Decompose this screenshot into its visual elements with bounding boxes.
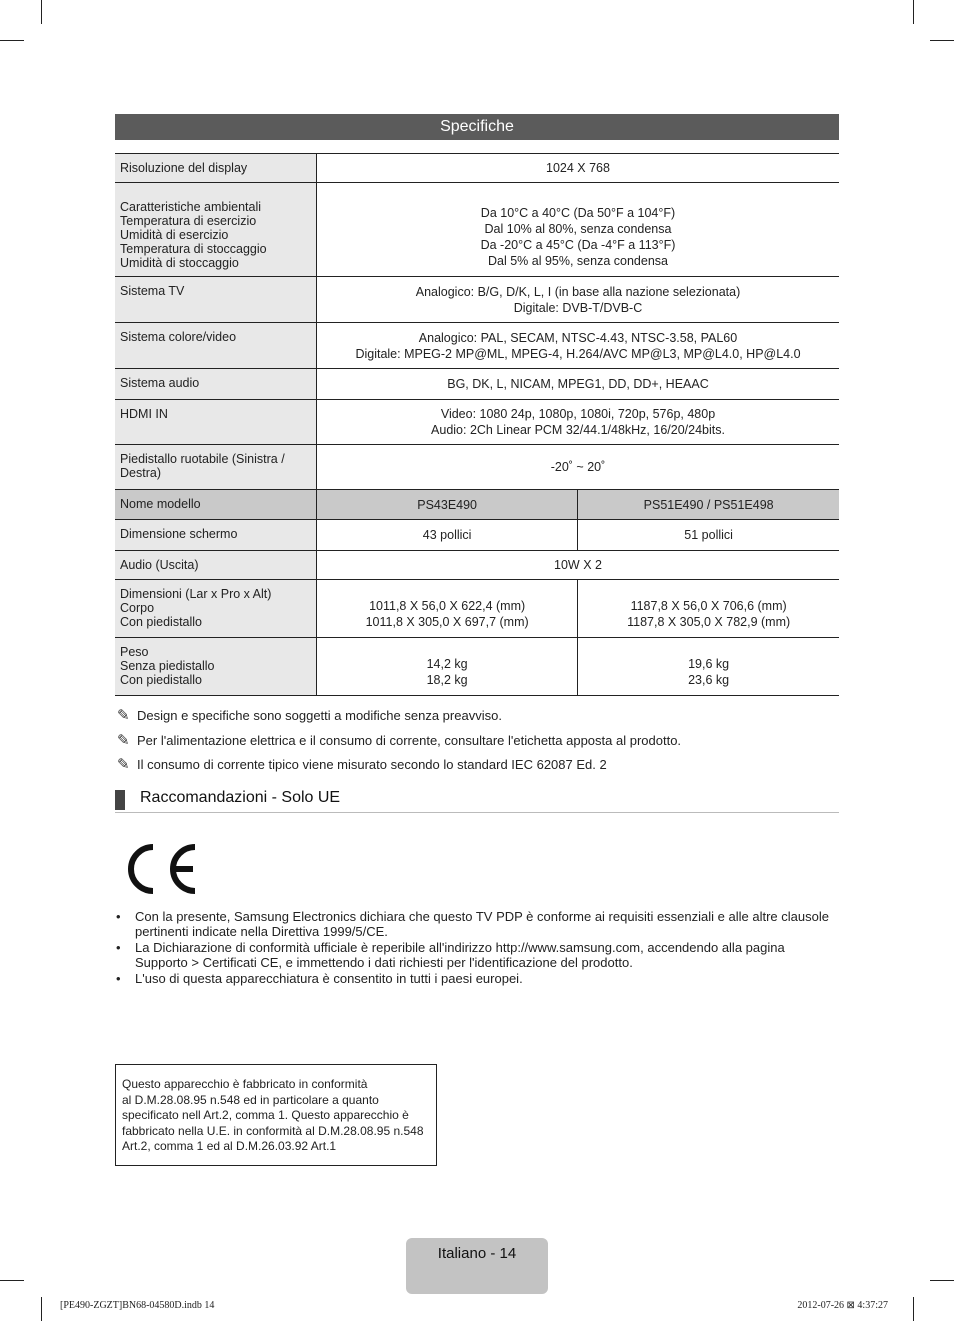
tv-system-digital: Digitale: DVB-T/DVB-C <box>513 300 643 315</box>
spec-value <box>317 277 840 323</box>
spec-row-tv-system <box>115 277 839 323</box>
spec-label: HDMI IN <box>115 400 317 445</box>
spec-label: Risoluzione del display <box>115 154 317 183</box>
weight-label-1: Senza piedistallo <box>120 659 215 673</box>
spec-label <box>115 638 317 696</box>
recommendations-heading <box>115 788 839 813</box>
dim-label-2: Con piedistallo <box>120 615 202 629</box>
crop-mark <box>930 1280 954 1281</box>
note-text: Per l'alimentazione elettrica e il consumo di corrente, consultare l'etichetta apposta al prodotto. <box>137 732 682 748</box>
spec-label: Sistema colore/video <box>115 323 317 369</box>
conformity-line: specificato nell Art.2, comma 1. Questo apparecchio è <box>122 1108 409 1122</box>
note-item <box>117 704 681 729</box>
weight-b-no-stand: 19,6 kg <box>688 656 730 671</box>
dim-b-body: 1187,8 X 56,0 X 706,6 (mm) <box>630 598 787 613</box>
conformity-line: Art.2, comma 1 ed al D.M.26.03.92 Art.1 <box>122 1139 337 1153</box>
recommendations-title: Raccomandazioni - Solo UE <box>140 789 341 806</box>
crop-mark <box>41 0 42 24</box>
weight-a <box>317 638 578 696</box>
spec-value: BG, DK, L, NICAM, MPEG1, DD, DD+, HEAAC <box>317 369 840 400</box>
dim-b-stand: 1187,8 X 305,0 X 782,9 (mm) <box>627 614 791 629</box>
crop-mark <box>930 40 954 41</box>
spec-row-color-video <box>115 323 839 369</box>
color-video-digital: Digitale: MPEG-2 MP@ML, MPEG-4, H.264/AVC MP@L3, MP@L4.0, HP@L4.0 <box>355 346 801 361</box>
dimensions-a <box>317 580 578 638</box>
spec-label: Sistema TV <box>115 277 317 323</box>
spec-value <box>317 323 840 369</box>
hdmi-audio: Audio: 2Ch Linear PCM 32/44.1/48kHz, 16/20/24bits. <box>431 423 725 437</box>
env-label-0: Caratteristiche ambientali <box>120 200 262 214</box>
env-value-1: Dal 10% al 80%, senza condensa <box>484 221 672 236</box>
list-item: • Con la presente, Samsung Electronics dichiara che questo TV PDP è conforme ai requisiti essenziali e alle altre clausole pertinenti indicate nella Direttiva 1999/5/CE. <box>115 909 839 939</box>
spec-row-audio-system <box>115 369 839 400</box>
conformity-box <box>115 1064 437 1166</box>
list-item: • L'uso di questa apparecchiatura è consentito in tutti i paesi europei. <box>115 971 839 986</box>
spec-label: Nome modello <box>115 490 317 520</box>
spec-label: Dimensione schermo <box>115 520 317 551</box>
env-label-3: Temperatura di stoccaggio <box>120 242 267 256</box>
notes-list <box>117 704 681 778</box>
spec-row-weight <box>115 638 839 696</box>
spec-row-hdmi <box>115 400 839 445</box>
weight-label-2: Con piedistallo <box>120 673 202 687</box>
conformity-line: fabbricato nella U.E. in conformità al D.M.28.08.95 n.548 <box>122 1123 424 1138</box>
spec-row-audio-out <box>115 551 839 580</box>
ce-mark-icon <box>123 843 199 895</box>
pencil-note-icon: ✎ <box>117 731 130 749</box>
weight-b <box>578 638 839 696</box>
spec-row-display <box>115 154 839 183</box>
dim-a-body: 1011,8 X 56,0 X 622,4 (mm) <box>369 598 526 613</box>
env-label-1: Temperatura di esercizio <box>120 214 257 228</box>
spec-row-screen <box>115 520 839 551</box>
spec-row-environment <box>115 183 839 277</box>
pencil-note-icon: ✎ <box>117 707 130 724</box>
heading-marker <box>115 790 125 810</box>
crop-mark <box>41 1297 42 1321</box>
list-item: • La Dichiarazione di conformità ufficiale è reperibile all'indirizzo http://www.samsung.com, accendendo alla pagina Supporto > Certificati CE, e immettendo i dati richiesti per l'identificazione del prodotto. <box>115 940 839 970</box>
spec-label: Audio (Uscita) <box>115 551 317 580</box>
spec-value: 10W X 2 <box>317 551 840 580</box>
spec-value: 1024 X 768 <box>317 154 840 183</box>
note-text: Il consumo di corrente tipico viene misurato secondo lo standard IEC 62087 Ed. 2 <box>137 757 607 772</box>
screen-a: 43 pollici <box>317 520 578 551</box>
section-title: Specifiche <box>115 114 839 140</box>
crop-mark <box>0 1280 24 1281</box>
env-value-3: Dal 5% al 95%, senza condensa <box>488 253 668 268</box>
hdmi-video: Video: 1080 24p, 1080p, 1080i, 720p, 576p, 480p <box>440 407 716 421</box>
model-b: PS51E490 / PS51E498 <box>578 490 839 520</box>
dim-a-stand: 1011,8 X 305,0 X 697,7 (mm) <box>365 614 529 629</box>
spec-label: Sistema audio <box>115 369 317 400</box>
crop-mark <box>913 0 914 24</box>
conformity-line: al D.M.28.08.95 n.548 ed in particolare a quanto <box>122 1092 379 1107</box>
page-number: Italiano - 14 <box>406 1238 548 1294</box>
pencil-note-icon: ✎ <box>117 756 130 773</box>
spec-label <box>115 183 317 277</box>
dim-label-0: Dimensioni (Lar x Pro x Alt) <box>120 587 272 601</box>
spec-label: Piedistallo ruotabile (Sinistra / Destra) <box>115 445 317 490</box>
weight-a-stand: 18,2 kg <box>426 672 468 687</box>
spec-label <box>115 580 317 638</box>
crop-mark <box>913 1297 914 1321</box>
footer-timestamp: 2012-07-26 ⊠ 4:37:27 <box>797 1300 888 1311</box>
spec-value <box>317 400 840 445</box>
conformity-line: Questo apparecchio è fabbricato in conformità <box>122 1077 368 1091</box>
tv-system-analog: Analogico: B/G, D/K, L, I (in base alla nazione selezionata) <box>415 284 741 299</box>
note-text: Design e specifiche sono soggetti a modifiche senza preavviso. <box>137 708 502 723</box>
note-item <box>117 753 681 778</box>
spec-table <box>115 153 839 696</box>
crop-mark <box>0 40 24 41</box>
note-item <box>117 729 681 754</box>
weight-label-0: Peso <box>120 645 149 659</box>
env-label-4: Umidità di stoccaggio <box>120 256 239 270</box>
spec-row-dimensions <box>115 580 839 638</box>
recommendations-list <box>115 909 839 987</box>
weight-b-stand: 23,6 kg <box>688 672 730 687</box>
screen-b: 51 pollici <box>578 520 839 551</box>
env-label-2: Umidità di esercizio <box>120 228 229 242</box>
color-video-analog: Analogico: PAL, SECAM, NTSC-4.43, NTSC-3.58, PAL60 <box>418 330 738 345</box>
spec-value <box>317 183 840 277</box>
env-value-2: Da -20°C a 45°C (Da -4°F a 113°F) <box>480 237 676 252</box>
dim-label-1: Corpo <box>120 601 155 615</box>
weight-a-no-stand: 14,2 kg <box>426 656 468 671</box>
spec-row-model <box>115 490 839 520</box>
footer-file-info: [PE490-ZGZT]BN68-04580D.indb 14 <box>60 1300 215 1311</box>
spec-row-stand <box>115 445 839 490</box>
env-value-0: Da 10°C a 40°C (Da 50°F a 104°F) <box>480 205 676 220</box>
model-a: PS43E490 <box>317 490 578 520</box>
spec-value: -20˚ ~ 20˚ <box>317 445 840 490</box>
dimensions-b <box>578 580 839 638</box>
